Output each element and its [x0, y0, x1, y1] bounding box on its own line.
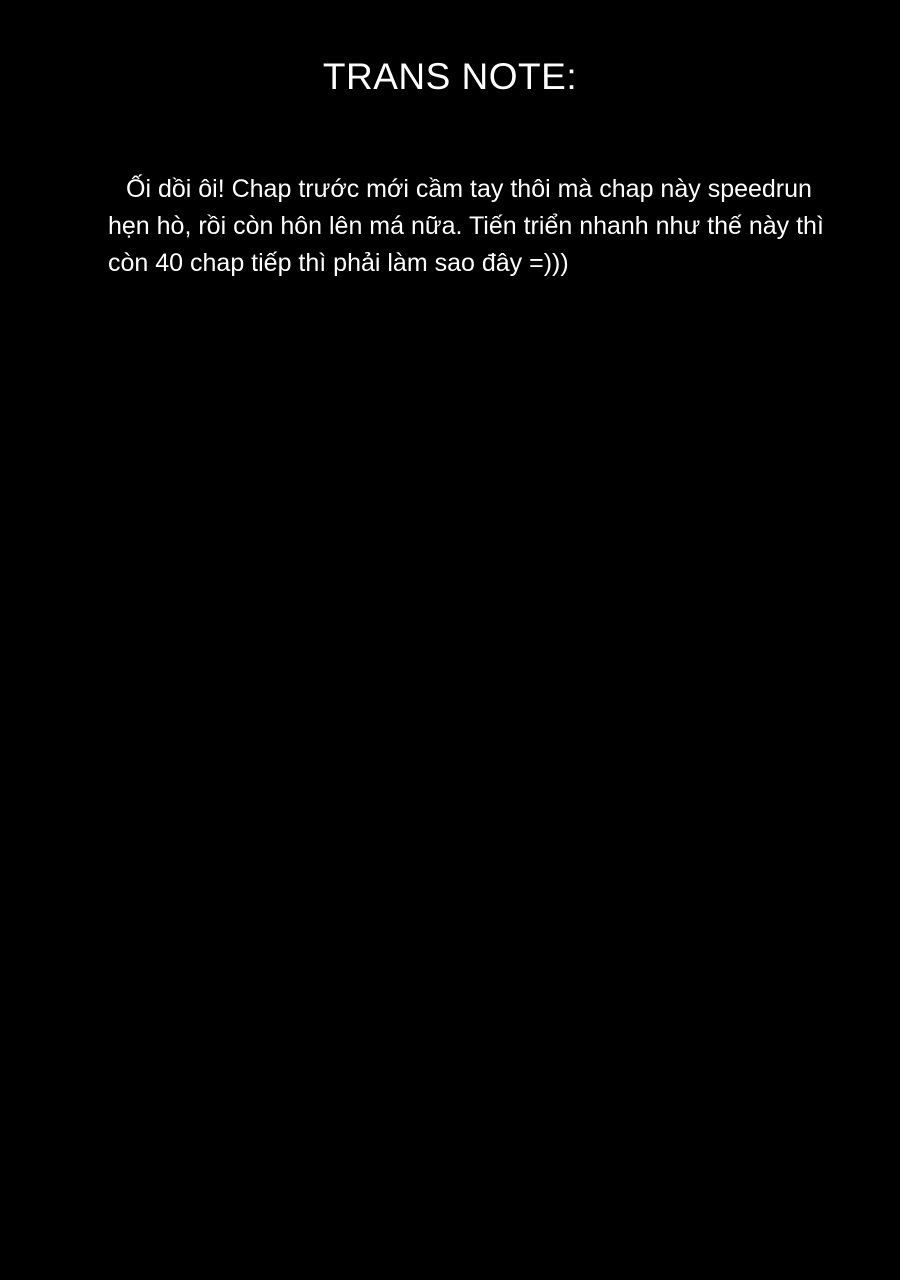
note-line-1: Ối dồi ôi! Chap trước mới cầm tay thôi mà chap này speedrun — [126, 175, 812, 203]
note-line-3: còn 40 chap tiếp thì phải làm sao đây =))) — [108, 249, 569, 277]
page-title: TRANS NOTE: — [322, 56, 578, 97]
note-paragraph — [0, 171, 900, 282]
note-line-2: hẹn hò, rồi còn hôn lên má nữa. Tiến triển nhanh như thế này thì — [108, 212, 824, 240]
